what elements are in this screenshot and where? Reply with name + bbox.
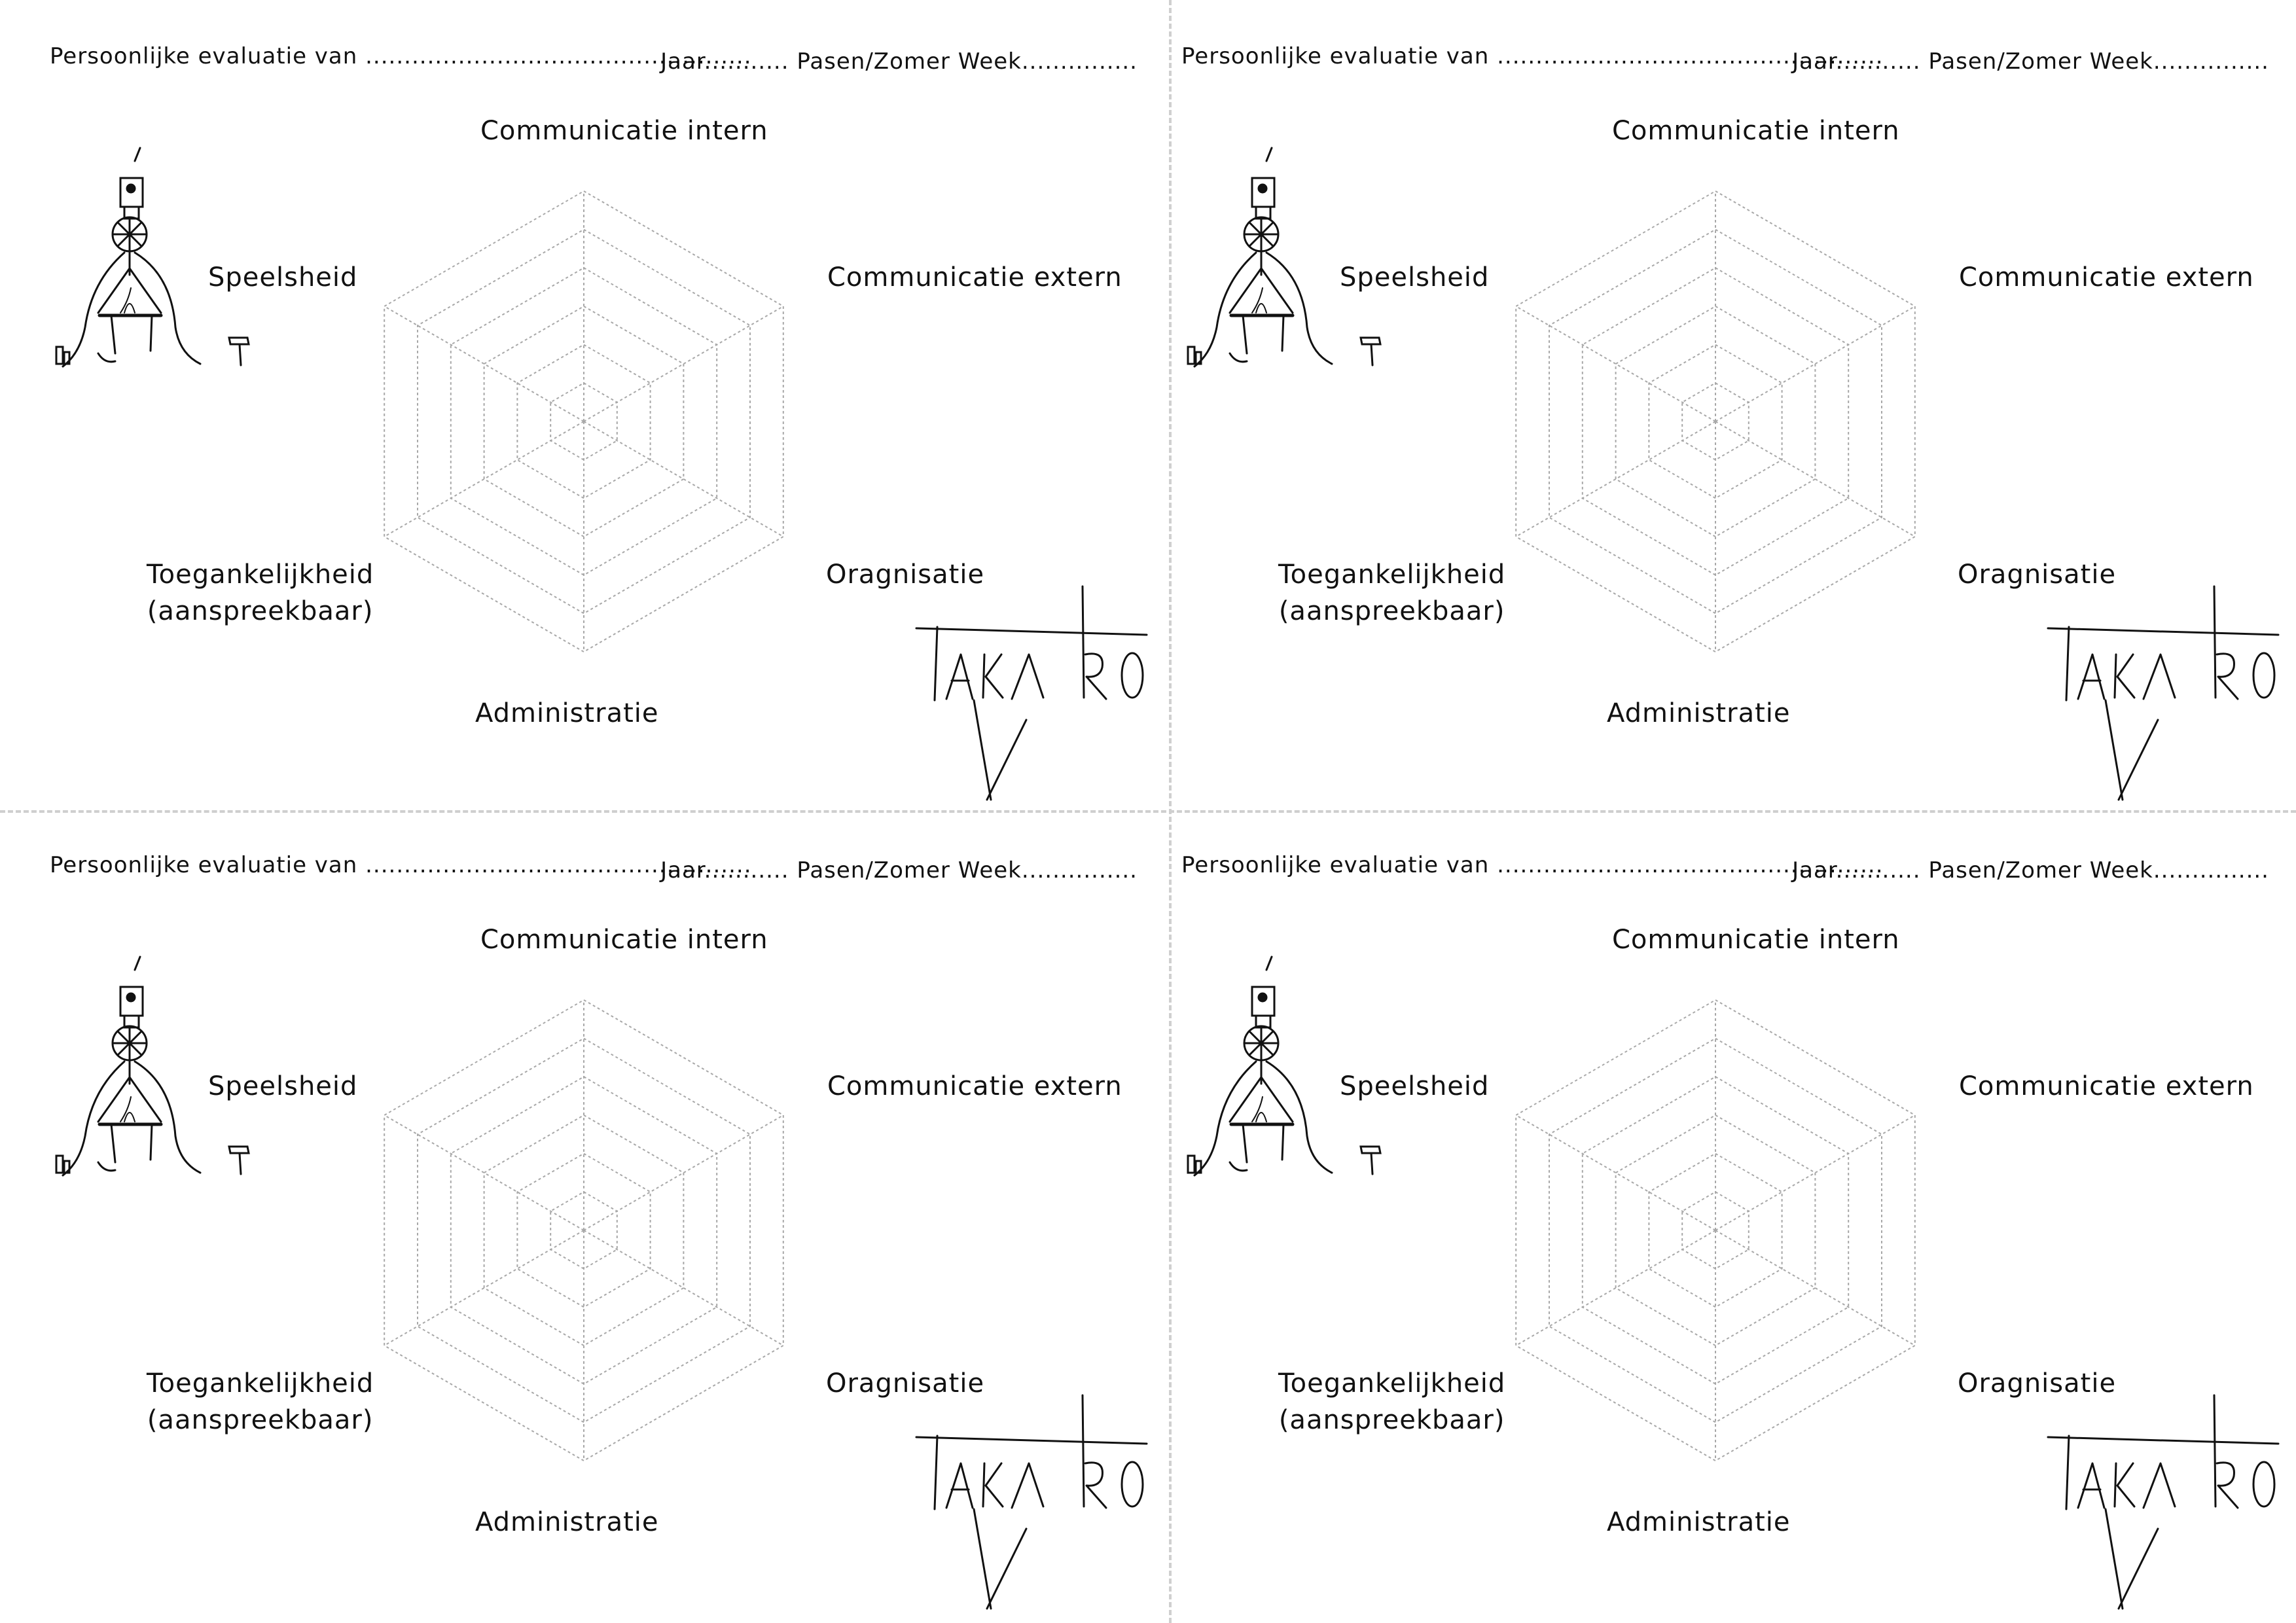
fire-flame [120, 1097, 135, 1122]
logo-crossed-sticks [974, 700, 1026, 800]
logo-letter-t [2066, 627, 2069, 700]
axis-label-communicatie-extern: Communicatie extern [1959, 262, 2254, 293]
bottle-shape [56, 347, 63, 364]
takaro-logo [2048, 1395, 2278, 1609]
axis-label-communicatie-extern: Communicatie extern [827, 262, 1122, 293]
axis-label-administratie: Administratie [1607, 698, 1791, 728]
axis-label-speelsheid: Speelsheid [1340, 262, 1490, 293]
eye-dot [127, 185, 135, 192]
logo-letter-a2 [2144, 654, 2175, 699]
evaluation-name-line: Persoonlijke evaluatie van .................................................. [1181, 852, 1884, 878]
tent-leg [1282, 315, 1283, 351]
antenna-line [1266, 957, 1272, 970]
rope-line [1230, 353, 1247, 362]
axis-label-communicatie-intern: Communicatie intern [1612, 925, 1900, 955]
radar-spoke [384, 1230, 584, 1346]
axis-label-communicatie-intern: Communicatie intern [480, 116, 768, 146]
logo-tall-stroke [1083, 1395, 1084, 1507]
logo-letter-r [2217, 654, 2238, 699]
hammer-shape [1361, 338, 1380, 365]
logo-letter-t [935, 627, 937, 700]
logo-letter-k [983, 654, 1003, 698]
axis-label-communicatie-extern: Communicatie extern [827, 1071, 1122, 1101]
logo-tall-stroke [2214, 1395, 2215, 1507]
axis-label-speelsheid: Speelsheid [208, 1071, 358, 1101]
axis-label-toegankelijkheid [147, 1365, 374, 1438]
tent-leg [151, 1124, 152, 1160]
takaro-logo [2048, 586, 2278, 800]
radar-spoke [384, 421, 584, 537]
rope-line [98, 1162, 115, 1171]
axis-label-oragnisatie: Oragnisatie [1958, 560, 2117, 590]
radar-spoke [1715, 1115, 1915, 1230]
tent-leg [151, 315, 152, 351]
evaluation-card [0, 809, 1148, 1620]
axis-label-communicatie-intern: Communicatie intern [480, 925, 768, 955]
axis-label-toegankelijkheid [1278, 1365, 1505, 1438]
axis-label-speelsheid: Speelsheid [208, 262, 358, 293]
evaluation-card [0, 0, 1148, 812]
logo-top-bar [916, 628, 1147, 635]
tent-leg [1282, 1124, 1283, 1160]
radar-spoke [1516, 421, 1715, 537]
bottle-shape [1188, 347, 1194, 364]
tent-right-side [1266, 1061, 1332, 1173]
tent-right-side [135, 1061, 200, 1173]
radar-grid [1516, 1000, 1915, 1461]
radar-grid [384, 1000, 783, 1461]
axis-label-oragnisatie: Oragnisatie [826, 560, 985, 590]
axis-label-line: (aanspreekbaar) [1278, 1405, 1505, 1435]
eye-dot [1259, 993, 1266, 1001]
evaluation-card [1132, 0, 2280, 812]
fire-flame [1252, 1097, 1266, 1122]
fire-flame [120, 288, 135, 313]
tent-leg [1243, 1124, 1247, 1162]
tent-leg [111, 1124, 115, 1162]
hammer-shape [229, 1147, 249, 1174]
axis-label-line: Toegankelijkheid [147, 560, 374, 590]
logo-top-bar [2048, 1437, 2278, 1444]
logo-crossed-sticks [2106, 1509, 2158, 1609]
antenna-line [1266, 148, 1272, 161]
logo-tall-stroke [2214, 586, 2215, 698]
logo-letter-k [2115, 654, 2134, 698]
hammer-shape [1361, 1147, 1380, 1174]
logo-letter-a [946, 654, 973, 699]
logo-letter-a2 [1012, 1463, 1043, 1508]
campfire-figure-illustration [1188, 957, 1380, 1175]
rope-line [98, 353, 115, 362]
logo-crossed-sticks [974, 1509, 1026, 1609]
evaluation-name-line: Persoonlijke evaluatie van .................................................. [50, 43, 752, 69]
axis-label-administratie: Administratie [1607, 1507, 1791, 1537]
axis-label-administratie: Administratie [475, 1507, 659, 1537]
eye-dot [1259, 185, 1266, 192]
axis-label-line: Toegankelijkheid [147, 1368, 374, 1399]
fire-flame [1252, 288, 1266, 313]
tent-right-side [135, 253, 200, 364]
logo-letter-o [2253, 1462, 2274, 1507]
tent-leg [111, 315, 115, 353]
axis-label-toegankelijkheid [1278, 556, 1505, 630]
evaluation-card [1132, 809, 2280, 1620]
radar-grid [1516, 191, 1915, 652]
axis-label-line: (aanspreekbaar) [147, 596, 374, 626]
evaluation-name-line: Persoonlijke evaluatie van .................................................. [1181, 43, 1884, 69]
logo-crossed-sticks [2106, 700, 2158, 800]
eye-dot [127, 993, 135, 1001]
axis-label-communicatie-extern: Communicatie extern [1959, 1071, 2254, 1101]
axis-label-oragnisatie: Oragnisatie [826, 1368, 985, 1399]
logo-letter-a [2078, 654, 2104, 699]
axis-label-line: Toegankelijkheid [1278, 560, 1506, 590]
rope-line [1230, 1162, 1247, 1171]
logo-letter-k [983, 1463, 1003, 1507]
logo-letter-o [2253, 653, 2274, 698]
radar-spoke [584, 306, 783, 421]
axis-label-line: Toegankelijkheid [1278, 1368, 1506, 1399]
takaro-logo [916, 1395, 1147, 1609]
antenna-line [135, 148, 140, 161]
campfire-figure-illustration [1188, 148, 1380, 366]
logo-letter-k [2115, 1463, 2134, 1507]
radar-spoke [1516, 1230, 1715, 1346]
axis-label-oragnisatie: Oragnisatie [1958, 1368, 2117, 1399]
cut-line-horizontal [0, 810, 2296, 813]
hammer-shape [229, 338, 249, 365]
radar-grid [384, 191, 783, 652]
logo-letter-t [2066, 1436, 2069, 1509]
campfire-figure-illustration [56, 957, 249, 1175]
tent-right-side [1266, 253, 1332, 364]
radar-spoke [584, 1115, 783, 1230]
bottle-shape [56, 1156, 63, 1173]
year-week-line: Jaar........... Pasen/Zomer Week............... [1792, 48, 2269, 75]
axis-label-speelsheid: Speelsheid [1340, 1071, 1490, 1101]
axis-label-line: (aanspreekbaar) [147, 1405, 374, 1435]
antenna-line [135, 957, 140, 970]
axis-label-line: (aanspreekbaar) [1278, 596, 1505, 626]
axis-label-toegankelijkheid [147, 556, 374, 630]
logo-letter-r [1085, 1463, 1106, 1508]
logo-top-bar [916, 1437, 1147, 1444]
logo-letter-a2 [2144, 1463, 2175, 1508]
radar-spoke [1715, 306, 1915, 421]
bottle-shape [1188, 1156, 1194, 1173]
logo-top-bar [2048, 628, 2278, 635]
logo-letter-a2 [1012, 654, 1043, 699]
axis-label-communicatie-intern: Communicatie intern [1612, 116, 1900, 146]
logo-letter-a [2078, 1463, 2104, 1508]
logo-letter-t [935, 1436, 937, 1509]
campfire-figure-illustration [56, 148, 249, 366]
logo-tall-stroke [1083, 586, 1084, 698]
logo-letter-a [946, 1463, 973, 1508]
tent-leg [1243, 315, 1247, 353]
axis-label-administratie: Administratie [475, 698, 659, 728]
evaluation-name-line: Persoonlijke evaluatie van .................................................. [50, 852, 752, 878]
logo-letter-r [2217, 1463, 2238, 1508]
year-week-line: Jaar........... Pasen/Zomer Week............... [1792, 857, 2269, 883]
takaro-logo [916, 586, 1147, 800]
logo-letter-r [1085, 654, 1106, 699]
year-week-line: Jaar........... Pasen/Zomer Week............... [660, 857, 1138, 883]
year-week-line: Jaar........... Pasen/Zomer Week............... [660, 48, 1138, 75]
